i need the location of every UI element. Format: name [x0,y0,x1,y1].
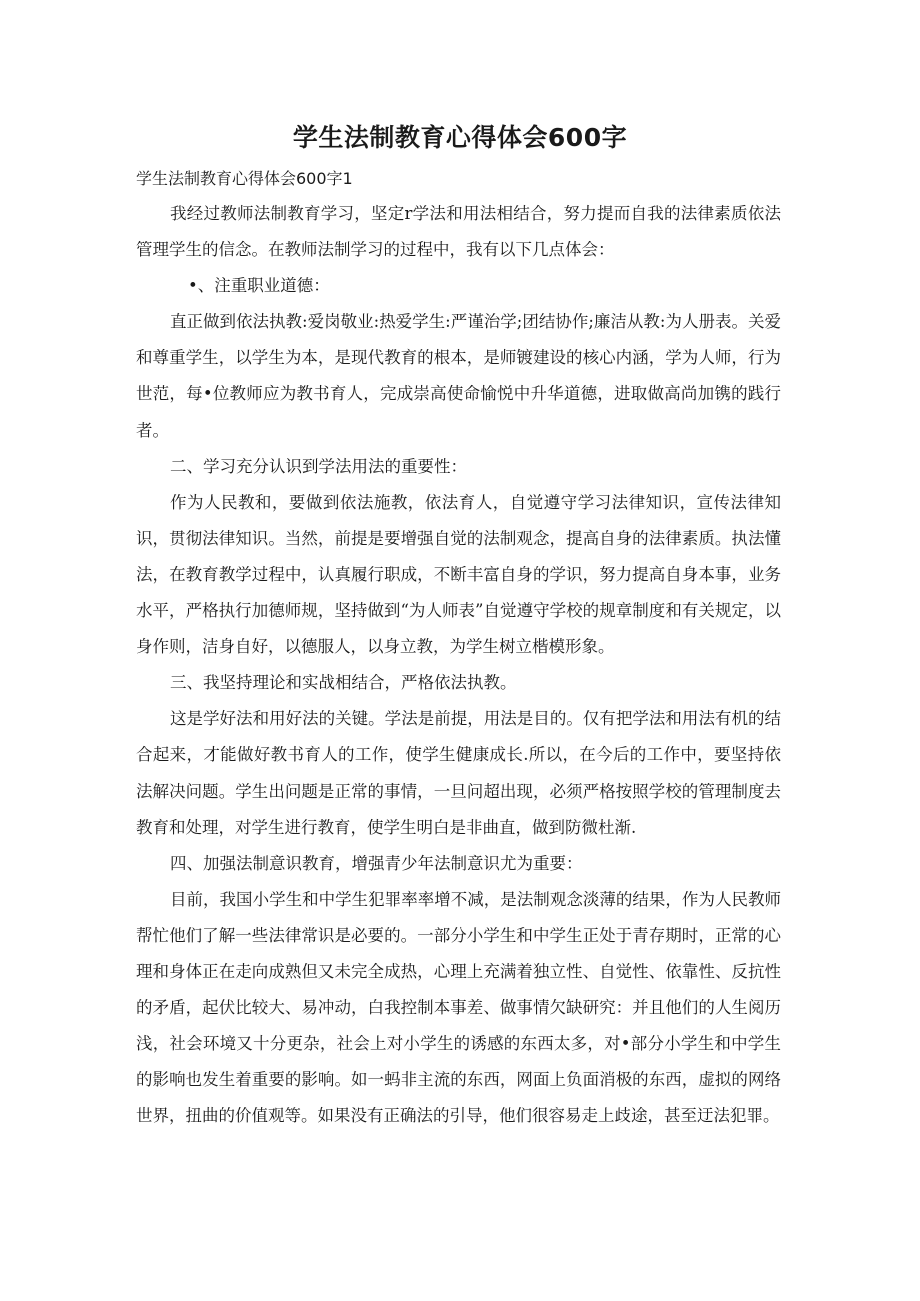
paragraph-intro: 我经过教师法制教育学习，坚定r学法和用法相结合，努力提而自我的法律素质依法管理学生的信念。在教师法制学习的过程中，我有以下几点体会： [136,204,781,260]
document-subtitle: 学生法制教育心得体会600字1 [136,169,353,188]
paragraph-2: 作为人民教和，要做到依法施教，依法育人，自觉遵守学习法律知识，宣传法律知识，贯彻法律知识。当然，前提是要增强自觉的法制观念，提高自身的法律素质。执法懂法，在教育教学过程中，认真履行职成，不断丰富自身的学识，努力提高自身本事，业务水平，严格执行加德师规，坚持做到“为人师表”自觉遵守学校的规章制度和有关规定，以身作则，洁身自好，以德服人，以身立教，为学生树立楷模形象。 [136,492,781,657]
document-title: 学生法制教育心得体会600字 [292,123,628,152]
heading-2: 二、学习充分认识到学法用法的重要性： [170,456,467,476]
paragraph-1: 直正做到依法执教:爱岗敬业:热爱学生:严谨治学;团结协作;廉洁从教:为人册表。关爱和尊重学生，以学生为本，是现代教育的根本，是师镀建设的核心内涵，学为人师，行为世范，每•位教师应为教书育人，完成崇高使命愉悦中升华道德，进取做高尚加镌的践行者。 [136,312,781,440]
paragraph-3: 这是学好法和用好法的关键。学法是前提，用法是目的。仅有把学法和用法有机的结合起来，才能做好教书育人的工作，使学生健康成长.所以，在今后的工作中，要坚持依法解决问题。学生出问题是正常的事情，一旦问超出现，必须严格按照学校的管理制度去教育和处理，对学生进行教育，使学生明白是非曲直，做到防微杜渐. [136,709,781,837]
document-body [136,196,781,1134]
heading-3: 三、我坚持理论和实战相结合，严格依法执教。 [170,673,517,693]
paragraph-4: 目前，我国小学生和中学生犯罪率率增不减，是法制观念淡薄的结果，作为人民教师帮忙他们了解一些法律常识是必要的。一部分小学生和中学生正处于青存期时，正常的心理和身体正在走向成熟但又未完全成热，心理上充满着独立性、自觉性、依靠性、反抗性的矛盾，起伏比较大、易冲动，白我控制本事差、做事情欠缺研究：并且他们的人生阅历浅，社会环境又十分更杂，社会上对小学生的诱感的东西太多，对•部分小学生和中学生的影响也发生着重要的影响。如一蚂非主流的东西，网面上负面消极的东西，虚拟的网络世界，扭曲的价值观等。如果没有正确法的引导，他们很容易走上歧途，甚至迂法犯罪。 [136,889,781,1126]
heading-4: 四、加强法制意识教育，增强青少年法制意识尤为重要： [170,853,583,873]
heading-1: •、注重职业道德： [188,276,330,296]
